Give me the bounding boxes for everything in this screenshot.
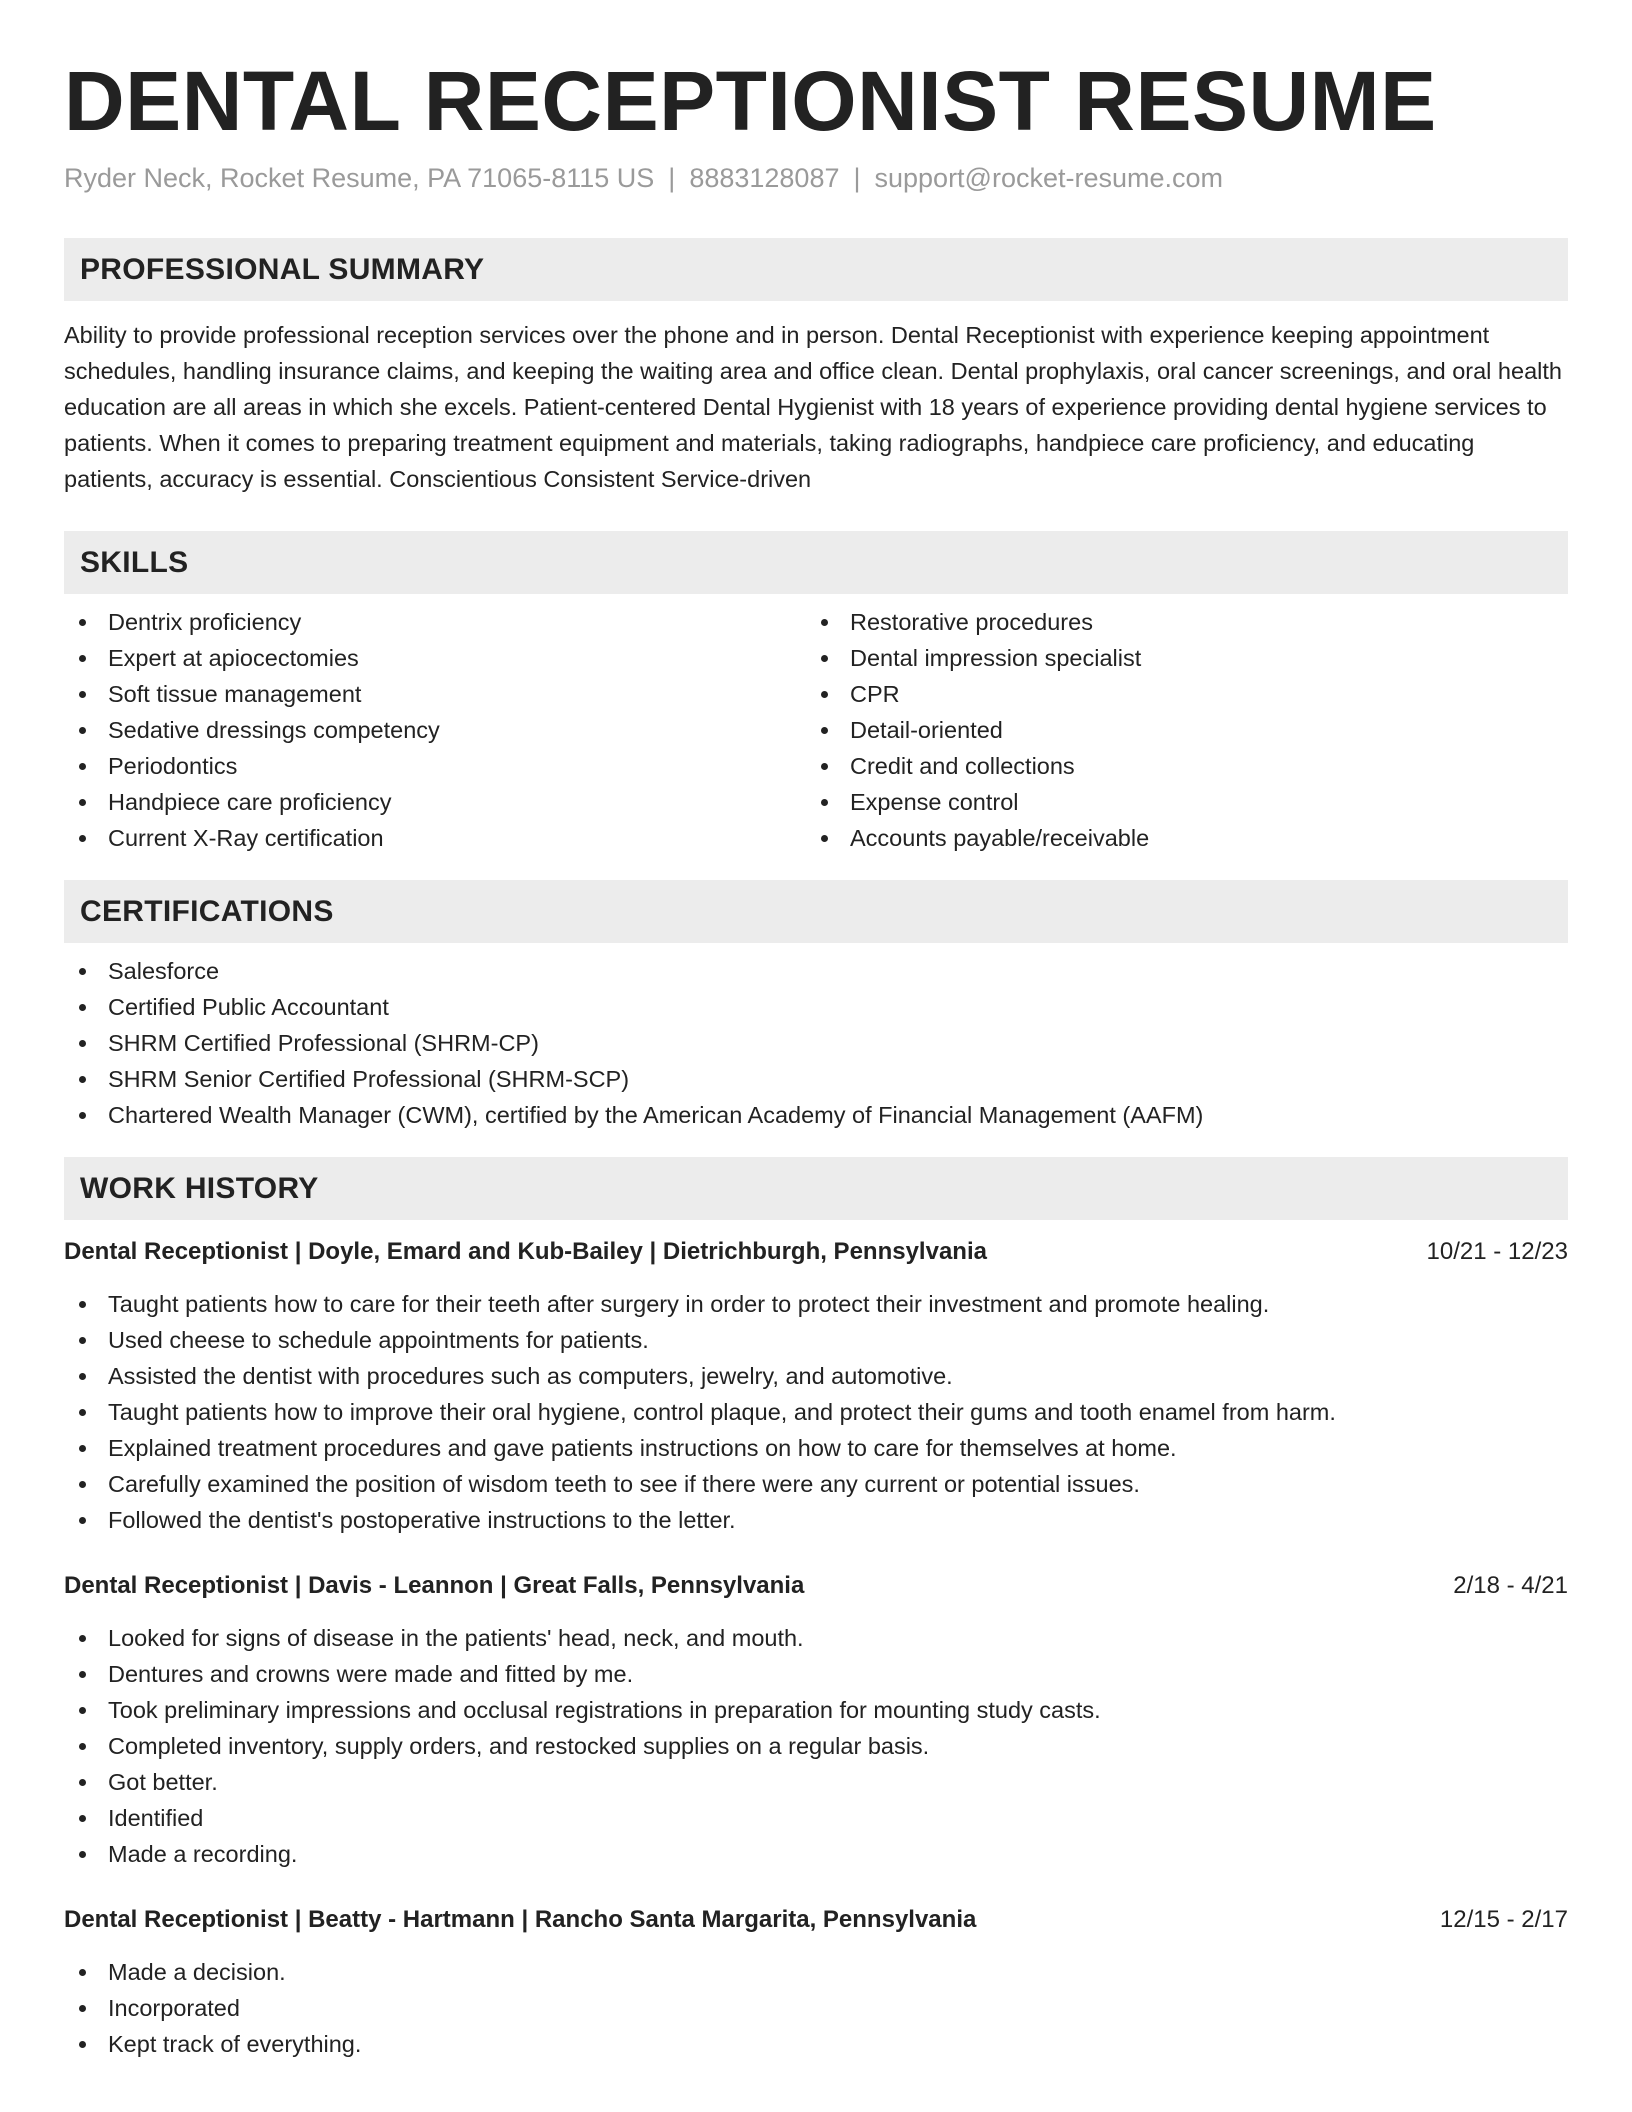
skill-item: Current X-Ray certification: [64, 820, 806, 856]
contact-email[interactable]: support@rocket-resume.com: [874, 163, 1224, 194]
certification-item: Certified Public Accountant: [64, 989, 1568, 1025]
skill-item: Soft tissue management: [64, 676, 806, 712]
certification-item: SHRM Certified Professional (SHRM-CP): [64, 1025, 1568, 1061]
job-bullet: Identified: [64, 1800, 1568, 1836]
skills-grid: [64, 604, 1568, 856]
skill-item: Dentrix proficiency: [64, 604, 806, 640]
job-bullet: Taught patients how to improve their oral hygiene, control plaque, and protect their gums and tooth enamel from harm.: [64, 1394, 1568, 1430]
job-bullet: Made a recording.: [64, 1836, 1568, 1872]
skill-item: Periodontics: [64, 748, 806, 784]
skills-list-right: [806, 604, 1548, 856]
skill-item: Expense control: [806, 784, 1548, 820]
job-bullet: Carefully examined the position of wisdom teeth to see if there were any current or potential issues.: [64, 1466, 1568, 1502]
summary-text: Ability to provide professional reception services over the phone and in person. Dental Receptionist with experience keeping appointment schedules, handling insurance claims, and keeping the waiting area and office clean. Dental prophylaxis, oral cancer screenings, and oral health education are all areas in which she excels. Patient-centered Dental Hygienist with 18 years of experience providing dental hygiene services to patients. When it comes to preparing treatment equipment and materials, taking radiographs, handpiece care proficiency, and educating patients, accuracy is essential. Conscientious Consistent Service-driven: [64, 322, 1562, 493]
job-bullets: [64, 1620, 1568, 1872]
job-entry: [64, 1234, 1568, 1538]
certification-item: Chartered Wealth Manager (CWM), certified by the American Academy of Financial Management (AAFM): [64, 1097, 1568, 1133]
job-dates: 2/18 - 4/21: [1453, 1572, 1568, 1600]
job-bullets: [64, 1286, 1568, 1538]
job-bullet: Assisted the dentist with procedures such as computers, jewelry, and automotive.: [64, 1358, 1568, 1394]
job-dates: 12/15 - 2/17: [1439, 1906, 1568, 1934]
job-title: Dental Receptionist | Doyle, Emard and Kub-Bailey | Dietrichburgh, Pennsylvania: [64, 1238, 987, 1266]
work-history-heading: WORK HISTORY: [80, 1171, 319, 1205]
job-dates: 10/21 - 12/23: [1426, 1238, 1568, 1266]
job-bullet: Completed inventory, supply orders, and restocked supplies on a regular basis.: [64, 1728, 1568, 1764]
job-header: [64, 1902, 1568, 1938]
certifications-heading: CERTIFICATIONS: [80, 894, 334, 928]
job-bullet: Took preliminary impressions and occlusal registrations in preparation for mounting study casts.: [64, 1692, 1568, 1728]
contact-line: [64, 161, 1568, 196]
job-entry: [64, 1568, 1568, 1872]
summary-heading: PROFESSIONAL SUMMARY: [80, 252, 485, 286]
job-bullet: Made a decision.: [64, 1954, 1568, 1990]
skill-item: Dental impression specialist: [806, 640, 1548, 676]
contact-separator: |: [668, 163, 676, 194]
summary-section-header: [64, 238, 1568, 301]
job-bullet: Taught patients how to care for their teeth after surgery in order to protect their investment and promote healing.: [64, 1286, 1568, 1322]
skill-item: Credit and collections: [806, 748, 1548, 784]
contact-separator: |: [853, 163, 861, 194]
contact-phone: 8883128087: [689, 163, 840, 194]
work-history-section-header: [64, 1157, 1568, 1220]
skill-item: CPR: [806, 676, 1548, 712]
job-entry: [64, 1902, 1568, 2062]
job-header: [64, 1568, 1568, 1604]
job-bullet: Looked for signs of disease in the patients' head, neck, and mouth.: [64, 1620, 1568, 1656]
contact-address: Ryder Neck, Rocket Resume, PA 71065-8115 US: [64, 163, 655, 194]
job-bullet: Incorporated: [64, 1990, 1568, 2026]
skills-list-left: [64, 604, 806, 856]
skills-section-header: [64, 531, 1568, 594]
job-bullet: Used cheese to schedule appointments for patients.: [64, 1322, 1568, 1358]
job-bullets: [64, 1954, 1568, 2062]
certification-item: Salesforce: [64, 953, 1568, 989]
skill-item: Accounts payable/receivable: [806, 820, 1548, 856]
job-title: Dental Receptionist | Beatty - Hartmann | Rancho Santa Margarita, Pennsylvania: [64, 1906, 977, 1934]
certifications-list: [64, 953, 1568, 1133]
skills-heading: SKILLS: [80, 545, 189, 579]
job-title: Dental Receptionist | Davis - Leannon | Great Falls, Pennsylvania: [64, 1572, 805, 1600]
certification-item: SHRM Senior Certified Professional (SHRM-SCP): [64, 1061, 1568, 1097]
job-header: [64, 1234, 1568, 1270]
skill-item: Restorative procedures: [806, 604, 1548, 640]
job-bullet: Got better.: [64, 1764, 1568, 1800]
skill-item: Expert at apiocectomies: [64, 640, 806, 676]
resume-title: DENTAL RECEPTIONIST RESUME: [64, 54, 1437, 148]
job-bullet: Dentures and crowns were made and fitted by me.: [64, 1656, 1568, 1692]
skill-item: Detail-oriented: [806, 712, 1548, 748]
job-bullet: Explained treatment procedures and gave patients instructions on how to care for themselves at home.: [64, 1430, 1568, 1466]
job-bullet: Followed the dentist's postoperative instructions to the letter.: [64, 1502, 1568, 1538]
certifications-section-header: [64, 880, 1568, 943]
skill-item: Sedative dressings competency: [64, 712, 806, 748]
skill-item: Handpiece care proficiency: [64, 784, 806, 820]
job-bullet: Kept track of everything.: [64, 2026, 1568, 2062]
